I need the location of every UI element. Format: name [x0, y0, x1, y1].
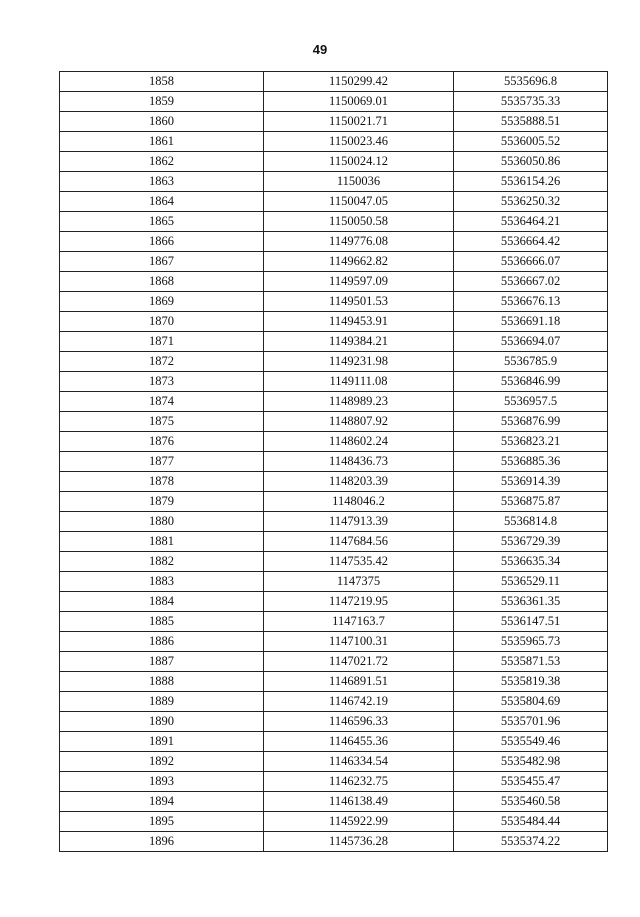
y-coordinate-cell: 5536050.86 — [454, 152, 608, 172]
point-number-cell: 1894 — [60, 792, 264, 812]
x-coordinate-cell: 1147535.42 — [264, 552, 454, 572]
table-row — [60, 232, 608, 252]
x-coordinate-cell: 1149231.98 — [264, 352, 454, 372]
table-row — [60, 372, 608, 392]
coordinates-table — [59, 71, 608, 852]
y-coordinate-cell: 5536464.21 — [454, 212, 608, 232]
point-number-cell: 1883 — [60, 572, 264, 592]
point-number-cell: 1890 — [60, 712, 264, 732]
table-row — [60, 392, 608, 412]
x-coordinate-cell: 1148989.23 — [264, 392, 454, 412]
point-number-cell: 1875 — [60, 412, 264, 432]
x-coordinate-cell: 1150047.05 — [264, 192, 454, 212]
point-number-cell: 1860 — [60, 112, 264, 132]
y-coordinate-cell: 5536785.9 — [454, 352, 608, 372]
x-coordinate-cell: 1150023.46 — [264, 132, 454, 152]
y-coordinate-cell: 5536529.11 — [454, 572, 608, 592]
x-coordinate-cell: 1150024.12 — [264, 152, 454, 172]
y-coordinate-cell: 5536875.87 — [454, 492, 608, 512]
point-number-cell: 1858 — [60, 72, 264, 92]
point-number-cell: 1861 — [60, 132, 264, 152]
y-coordinate-cell: 5536666.07 — [454, 252, 608, 272]
y-coordinate-cell: 5535888.51 — [454, 112, 608, 132]
table-row — [60, 452, 608, 472]
table-row — [60, 412, 608, 432]
table-row — [60, 592, 608, 612]
table-row — [60, 252, 608, 272]
table-row — [60, 192, 608, 212]
point-number-cell: 1889 — [60, 692, 264, 712]
point-number-cell: 1892 — [60, 752, 264, 772]
x-coordinate-cell: 1149776.08 — [264, 232, 454, 252]
point-number-cell: 1881 — [60, 532, 264, 552]
point-number-cell: 1866 — [60, 232, 264, 252]
x-coordinate-cell: 1146455.36 — [264, 732, 454, 752]
point-number-cell: 1886 — [60, 632, 264, 652]
y-coordinate-cell: 5535696.8 — [454, 72, 608, 92]
x-coordinate-cell: 1149501.53 — [264, 292, 454, 312]
y-coordinate-cell: 5536147.51 — [454, 612, 608, 632]
table-row — [60, 532, 608, 552]
table-row — [60, 732, 608, 752]
x-coordinate-cell: 1146232.75 — [264, 772, 454, 792]
y-coordinate-cell: 5535549.46 — [454, 732, 608, 752]
table-row — [60, 132, 608, 152]
x-coordinate-cell: 1147021.72 — [264, 652, 454, 672]
point-number-cell: 1869 — [60, 292, 264, 312]
y-coordinate-cell: 5535804.69 — [454, 692, 608, 712]
point-number-cell: 1891 — [60, 732, 264, 752]
y-coordinate-cell: 5536250.32 — [454, 192, 608, 212]
table-row — [60, 212, 608, 232]
table-row — [60, 492, 608, 512]
table-row — [60, 472, 608, 492]
y-coordinate-cell: 5535484.44 — [454, 812, 608, 832]
point-number-cell: 1893 — [60, 772, 264, 792]
y-coordinate-cell: 5535701.96 — [454, 712, 608, 732]
point-number-cell: 1862 — [60, 152, 264, 172]
point-number-cell: 1884 — [60, 592, 264, 612]
table-row — [60, 572, 608, 592]
table-row — [60, 432, 608, 452]
table-row — [60, 112, 608, 132]
point-number-cell: 1880 — [60, 512, 264, 532]
table-row — [60, 352, 608, 372]
table-row — [60, 792, 608, 812]
y-coordinate-cell: 5535460.58 — [454, 792, 608, 812]
y-coordinate-cell: 5535455.47 — [454, 772, 608, 792]
y-coordinate-cell: 5535819.38 — [454, 672, 608, 692]
point-number-cell: 1868 — [60, 272, 264, 292]
table-row — [60, 72, 608, 92]
point-number-cell: 1872 — [60, 352, 264, 372]
table-row — [60, 632, 608, 652]
table-row — [60, 832, 608, 852]
x-coordinate-cell: 1147684.56 — [264, 532, 454, 552]
y-coordinate-cell: 5535735.33 — [454, 92, 608, 112]
x-coordinate-cell: 1149453.91 — [264, 312, 454, 332]
point-number-cell: 1878 — [60, 472, 264, 492]
x-coordinate-cell: 1149597.09 — [264, 272, 454, 292]
x-coordinate-cell: 1146334.54 — [264, 752, 454, 772]
point-number-cell: 1877 — [60, 452, 264, 472]
x-coordinate-cell: 1147375 — [264, 572, 454, 592]
table-row — [60, 172, 608, 192]
table-row — [60, 772, 608, 792]
x-coordinate-cell: 1148436.73 — [264, 452, 454, 472]
table-row — [60, 692, 608, 712]
table-row — [60, 152, 608, 172]
table-row — [60, 672, 608, 692]
point-number-cell: 1879 — [60, 492, 264, 512]
y-coordinate-cell: 5536694.07 — [454, 332, 608, 352]
y-coordinate-cell: 5535871.53 — [454, 652, 608, 672]
table-row — [60, 92, 608, 112]
x-coordinate-cell: 1146891.51 — [264, 672, 454, 692]
x-coordinate-cell: 1148807.92 — [264, 412, 454, 432]
table-row — [60, 812, 608, 832]
x-coordinate-cell: 1150069.01 — [264, 92, 454, 112]
table-row — [60, 292, 608, 312]
x-coordinate-cell: 1147219.95 — [264, 592, 454, 612]
point-number-cell: 1876 — [60, 432, 264, 452]
table-row — [60, 332, 608, 352]
table-row — [60, 512, 608, 532]
x-coordinate-cell: 1150299.42 — [264, 72, 454, 92]
x-coordinate-cell: 1145922.99 — [264, 812, 454, 832]
point-number-cell: 1865 — [60, 212, 264, 232]
point-number-cell: 1885 — [60, 612, 264, 632]
point-number-cell: 1882 — [60, 552, 264, 572]
table-row — [60, 612, 608, 632]
y-coordinate-cell: 5536667.02 — [454, 272, 608, 292]
y-coordinate-cell: 5536876.99 — [454, 412, 608, 432]
table-row — [60, 652, 608, 672]
x-coordinate-cell: 1150050.58 — [264, 212, 454, 232]
point-number-cell: 1859 — [60, 92, 264, 112]
y-coordinate-cell: 5536914.39 — [454, 472, 608, 492]
x-coordinate-cell: 1149111.08 — [264, 372, 454, 392]
x-coordinate-cell: 1146596.33 — [264, 712, 454, 732]
point-number-cell: 1873 — [60, 372, 264, 392]
point-number-cell: 1863 — [60, 172, 264, 192]
y-coordinate-cell: 5535482.98 — [454, 752, 608, 772]
point-number-cell: 1870 — [60, 312, 264, 332]
y-coordinate-cell: 5536729.39 — [454, 532, 608, 552]
point-number-cell: 1864 — [60, 192, 264, 212]
point-number-cell: 1867 — [60, 252, 264, 272]
y-coordinate-cell: 5536885.36 — [454, 452, 608, 472]
x-coordinate-cell: 1147913.39 — [264, 512, 454, 532]
x-coordinate-cell: 1149384.21 — [264, 332, 454, 352]
table-row — [60, 712, 608, 732]
point-number-cell: 1871 — [60, 332, 264, 352]
y-coordinate-cell: 5536635.34 — [454, 552, 608, 572]
point-number-cell: 1888 — [60, 672, 264, 692]
y-coordinate-cell: 5535374.22 — [454, 832, 608, 852]
table-row — [60, 272, 608, 292]
y-coordinate-cell: 5536957.5 — [454, 392, 608, 412]
x-coordinate-cell: 1149662.82 — [264, 252, 454, 272]
y-coordinate-cell: 5536005.52 — [454, 132, 608, 152]
page-number: 49 — [312, 42, 328, 57]
x-coordinate-cell: 1145736.28 — [264, 832, 454, 852]
table-row — [60, 552, 608, 572]
x-coordinate-cell: 1147100.31 — [264, 632, 454, 652]
y-coordinate-cell: 5536664.42 — [454, 232, 608, 252]
x-coordinate-cell: 1146138.49 — [264, 792, 454, 812]
x-coordinate-cell: 1148602.24 — [264, 432, 454, 452]
y-coordinate-cell: 5536361.35 — [454, 592, 608, 612]
x-coordinate-cell: 1148203.39 — [264, 472, 454, 492]
x-coordinate-cell: 1146742.19 — [264, 692, 454, 712]
x-coordinate-cell: 1148046.2 — [264, 492, 454, 512]
x-coordinate-cell: 1150036 — [264, 172, 454, 192]
y-coordinate-cell: 5536691.18 — [454, 312, 608, 332]
x-coordinate-cell: 1150021.71 — [264, 112, 454, 132]
y-coordinate-cell: 5535965.73 — [454, 632, 608, 652]
y-coordinate-cell: 5536154.26 — [454, 172, 608, 192]
point-number-cell: 1874 — [60, 392, 264, 412]
y-coordinate-cell: 5536814.8 — [454, 512, 608, 532]
table-row — [60, 312, 608, 332]
y-coordinate-cell: 5536823.21 — [454, 432, 608, 452]
table-row — [60, 752, 608, 772]
y-coordinate-cell: 5536846.99 — [454, 372, 608, 392]
point-number-cell: 1896 — [60, 832, 264, 852]
point-number-cell: 1887 — [60, 652, 264, 672]
coordinates-table-body — [60, 72, 608, 852]
x-coordinate-cell: 1147163.7 — [264, 612, 454, 632]
y-coordinate-cell: 5536676.13 — [454, 292, 608, 312]
point-number-cell: 1895 — [60, 812, 264, 832]
